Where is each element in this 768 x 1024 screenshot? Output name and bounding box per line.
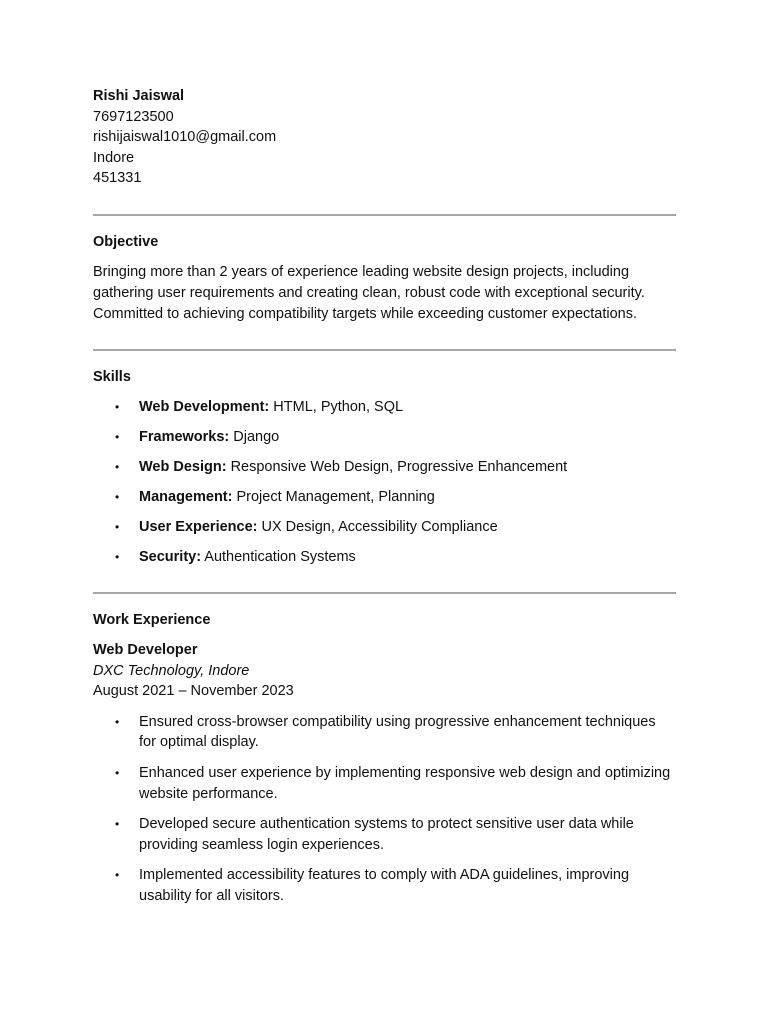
section-divider xyxy=(93,214,676,216)
skill-value: Django xyxy=(229,429,280,446)
skill-value: HTML, Python, SQL xyxy=(269,398,404,415)
bullet-icon: • xyxy=(115,766,120,780)
job-entry xyxy=(93,640,676,907)
skill-label: Web Development: xyxy=(139,398,270,415)
skill-item xyxy=(93,487,676,508)
bullet-icon: • xyxy=(115,460,120,475)
candidate-name: Rishi Jaiswal xyxy=(93,88,185,104)
skills-list xyxy=(93,397,676,568)
skill-value: Project Management, Planning xyxy=(232,489,435,506)
job-bullet xyxy=(93,865,676,906)
skill-label: Frameworks: xyxy=(139,429,230,446)
experience-heading: Work Experience xyxy=(93,612,211,629)
skill-item xyxy=(93,397,676,418)
objective-text: Bringing more than 2 years of experience leading website design projects, including gathering user requirements and creating clean, robust code with exceptional security. Committed to achieving compatibility targets while exceeding customer expectations. xyxy=(93,263,645,322)
phone-number: 7697123500 xyxy=(93,108,174,125)
bullet-icon: • xyxy=(115,490,120,505)
skill-value: Responsive Web Design, Progressive Enhancement xyxy=(226,459,568,476)
bullet-icon: • xyxy=(115,868,120,883)
bullet-icon: • xyxy=(115,430,120,445)
contact-block xyxy=(93,86,676,189)
job-bullet xyxy=(93,763,676,804)
bullet-icon: • xyxy=(115,520,120,535)
job-bullet xyxy=(93,814,676,855)
company-name: DXC Technology, Indore xyxy=(93,662,250,679)
skill-item xyxy=(93,547,676,568)
skill-value: Authentication Systems xyxy=(201,549,356,566)
section-divider xyxy=(93,349,676,351)
bullet-icon: • xyxy=(115,817,120,832)
skill-value: UX Design, Accessibility Compliance xyxy=(257,519,498,536)
bullet-icon: • xyxy=(115,399,120,414)
skill-label: Management: xyxy=(139,489,233,506)
job-title: Web Developer xyxy=(93,642,198,659)
job-dates: August 2021 – November 2023 xyxy=(93,683,294,700)
objective-heading: Objective xyxy=(93,233,159,250)
job-bullet xyxy=(93,712,676,753)
email-address: rishijaiswal1010@gmail.com xyxy=(93,129,277,146)
skill-label: User Experience: xyxy=(139,519,258,536)
job-bullets xyxy=(93,712,676,907)
section-divider xyxy=(93,592,676,594)
skill-label: Web Design: xyxy=(139,459,227,476)
skill-item xyxy=(93,427,676,448)
city: Indore xyxy=(93,149,135,166)
job-bullet-text: Ensured cross-browser compatibility using progressive enhancement techniques for optimal display. xyxy=(139,713,656,751)
skill-label: Security: xyxy=(139,549,202,566)
bullet-icon: • xyxy=(115,714,120,729)
job-bullet-text: Implemented accessibility features to comply with ADA guidelines, improving usability for all visitors. xyxy=(139,867,630,904)
skills-heading: Skills xyxy=(93,368,131,385)
skill-item xyxy=(93,517,676,538)
bullet-icon: • xyxy=(115,550,120,565)
skill-item xyxy=(93,457,676,478)
job-bullet-text: Enhanced user experience by implementing responsive web design and optimizing website performance. xyxy=(139,765,671,802)
resume-content xyxy=(93,86,676,907)
job-bullet-text: Developed secure authentication systems to protect sensitive user data while providing seamless login experiences. xyxy=(139,816,634,853)
pin-code: 451331 xyxy=(93,170,142,187)
